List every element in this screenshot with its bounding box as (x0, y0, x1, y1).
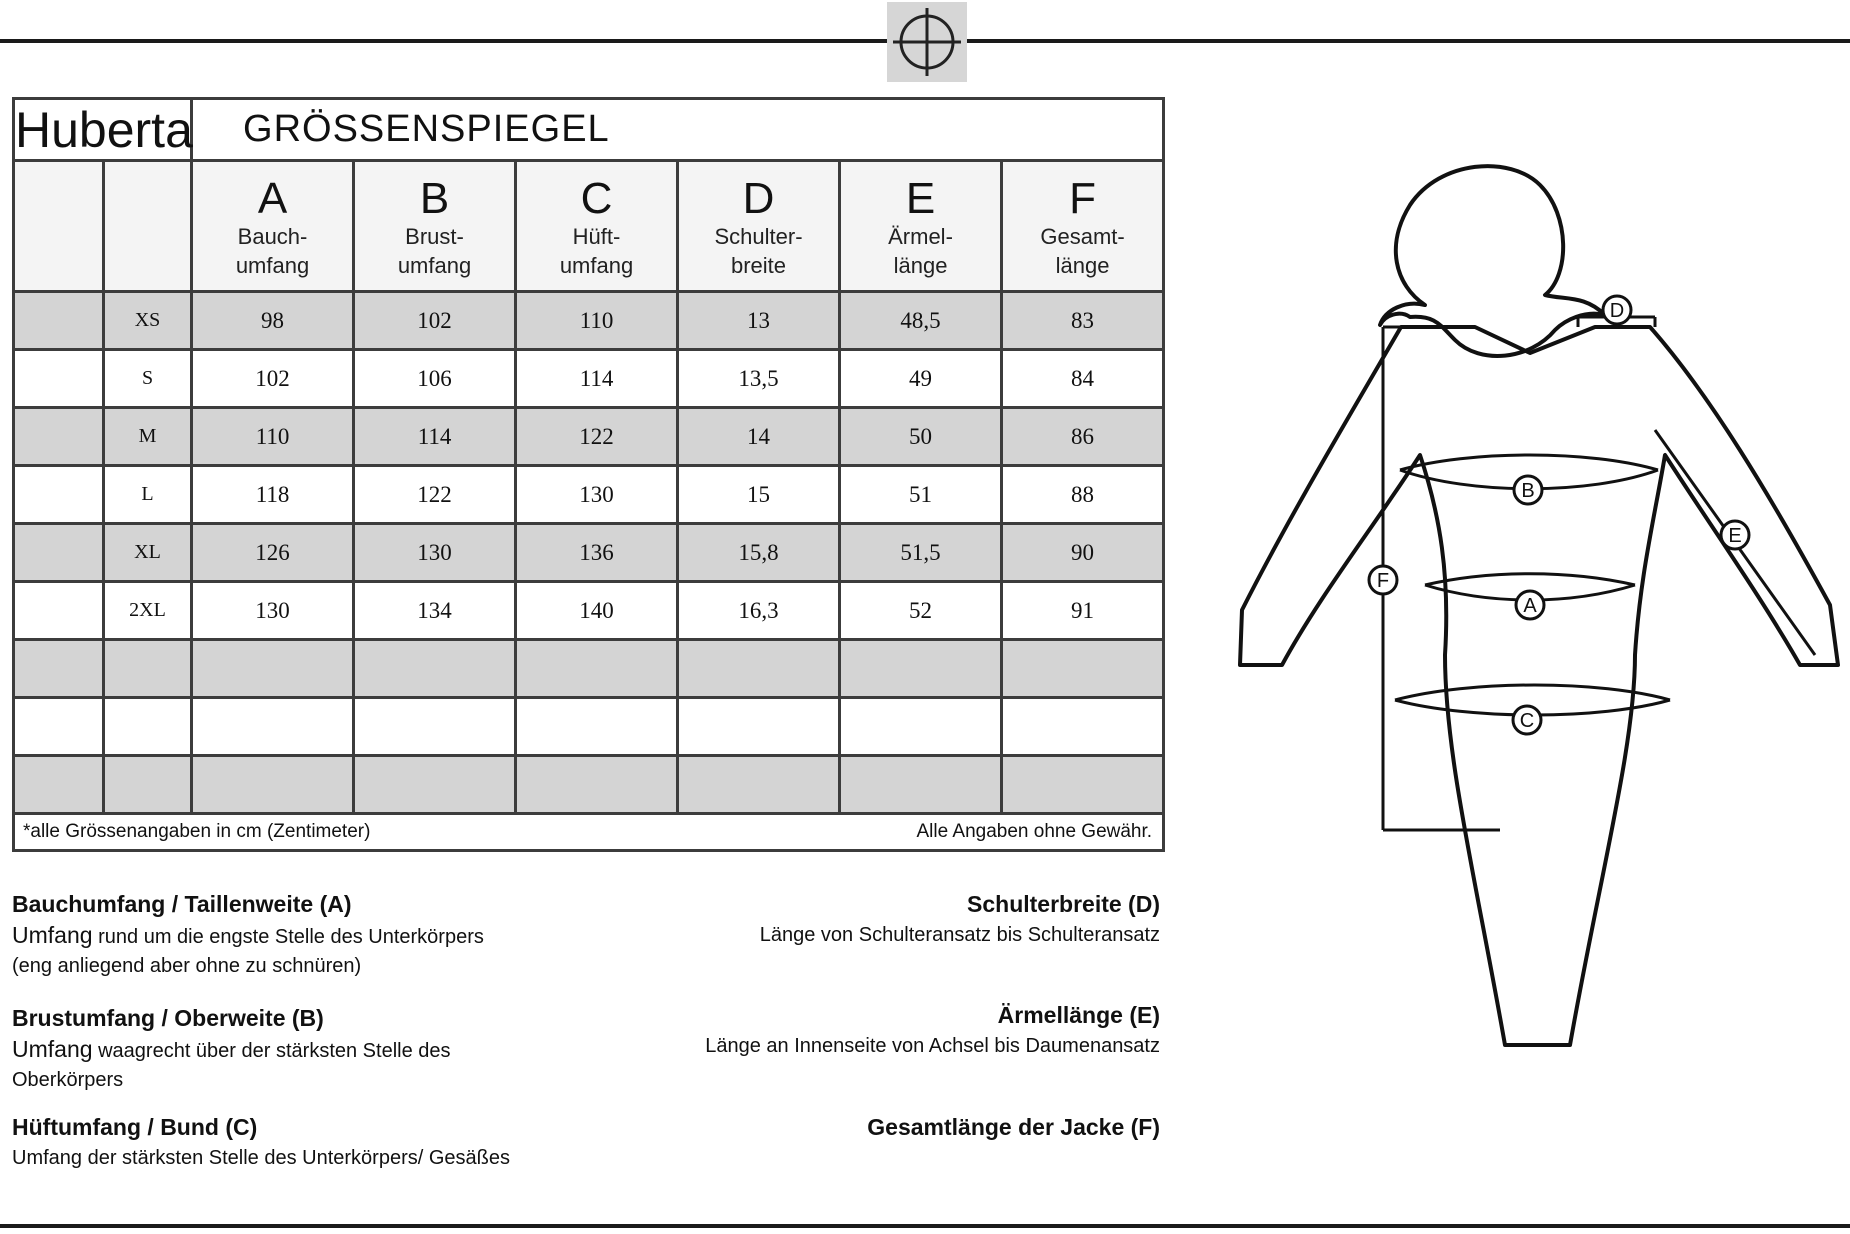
table-cell: 102 (192, 350, 354, 408)
table-row (14, 524, 1164, 582)
size-label: L (104, 466, 192, 524)
table-cell: 49 (840, 350, 1002, 408)
brand-name: Huberta (14, 99, 192, 161)
table-cell: 48,5 (840, 292, 1002, 350)
table-cell: 91 (1002, 582, 1164, 640)
table-cell: 118 (192, 466, 354, 524)
table-cell: 52 (840, 582, 1002, 640)
column-header-d: D Schulter- breite (678, 161, 840, 292)
marker-b (1514, 476, 1542, 504)
table-cell: 110 (192, 408, 354, 466)
table-cell: 106 (354, 350, 516, 408)
header-empty (104, 161, 192, 292)
table-cell: 13 (678, 292, 840, 350)
empty-row (14, 698, 1164, 756)
table-cell: 50 (840, 408, 1002, 466)
table-cell: 15,8 (678, 524, 840, 582)
table-cell: 98 (192, 292, 354, 350)
bottom-rule (0, 1224, 1850, 1228)
marker-c (1513, 706, 1541, 734)
size-label: XL (104, 524, 192, 582)
size-table (12, 97, 1165, 852)
table-cell: 14 (678, 408, 840, 466)
table-cell: 134 (354, 582, 516, 640)
table-footer (14, 814, 1164, 851)
table-cell: 114 (516, 350, 678, 408)
definition-f: Gesamtlänge der Jacke (F) (867, 1114, 1160, 1140)
table-cell: 136 (516, 524, 678, 582)
marker-a (1516, 591, 1544, 619)
svg-text:E: E (1728, 525, 1742, 547)
table-cell: 110 (516, 292, 678, 350)
column-header-c: C Hüft- umfang (516, 161, 678, 292)
size-label: XS (104, 292, 192, 350)
marker-e (1721, 521, 1749, 549)
body-figure (1210, 95, 1850, 1175)
table-cell: 51 (840, 466, 1002, 524)
marker-d (1603, 296, 1631, 324)
column-header-row (14, 161, 1164, 292)
table-row (14, 466, 1164, 524)
definition-e: Ärmellänge (E) Länge an Innenseite von Achsel bis Daumenansatz (705, 1002, 1160, 1057)
empty-row (14, 640, 1164, 698)
table-cell: 114 (354, 408, 516, 466)
table-cell: 140 (516, 582, 678, 640)
disclaimer: Alle Angaben ohne Gewähr. (916, 821, 1153, 842)
footer-note: *alle Grössenangaben in cm (Zentimeter) (23, 821, 371, 842)
table-cell: 83 (1002, 292, 1164, 350)
svg-text:B: B (1521, 480, 1535, 502)
table-row (14, 350, 1164, 408)
table-cell: 15 (678, 466, 840, 524)
svg-text:C: C (1519, 710, 1535, 732)
table-cell: 102 (354, 292, 516, 350)
table-cell: 86 (1002, 408, 1164, 466)
svg-text:A: A (1523, 595, 1537, 617)
column-header-e: E Ärmel- länge (840, 161, 1002, 292)
column-header-a: A Bauch- umfang (192, 161, 354, 292)
table-cell: 84 (1002, 350, 1164, 408)
size-label: S (104, 350, 192, 408)
svg-text:D: D (1609, 300, 1625, 322)
definition-b: Brustumfang / Oberweite (B) Umfang waagrecht über der stärksten Stelle des Oberkörpers (12, 1005, 451, 1091)
table-row (14, 292, 1164, 350)
svg-text:F: F (1376, 570, 1390, 592)
table-cell: 13,5 (678, 350, 840, 408)
page-title: GRÖSSENSPIEGEL (192, 99, 1164, 161)
column-header-b: B Brust- umfang (354, 161, 516, 292)
table-cell: 122 (516, 408, 678, 466)
table-row (14, 408, 1164, 466)
table-cell: 90 (1002, 524, 1164, 582)
empty-row (14, 756, 1164, 814)
table-cell: 130 (192, 582, 354, 640)
table-cell: 122 (354, 466, 516, 524)
table-cell: 130 (516, 466, 678, 524)
table-cell: 51,5 (840, 524, 1002, 582)
column-header-f: F Gesamt- länge (1002, 161, 1164, 292)
size-label: M (104, 408, 192, 466)
definition-c: Hüftumfang / Bund (C) Umfang der stärksten Stelle des Unterkörpers/ Gesäßes (12, 1114, 510, 1169)
table-row (14, 582, 1164, 640)
definition-a: Bauchumfang / Taillenweite (A) Umfang rund um die engste Stelle des Unterkörpers (eng anliegend aber ohne zu schnüren) (12, 891, 484, 977)
table-cell: 88 (1002, 466, 1164, 524)
marker-f (1369, 566, 1397, 594)
crosshair-logo (887, 2, 967, 82)
table-cell: 130 (354, 524, 516, 582)
table-cell: 16,3 (678, 582, 840, 640)
size-label: 2XL (104, 582, 192, 640)
table-cell: 126 (192, 524, 354, 582)
definition-d: Schulterbreite (D) Länge von Schulteransatz bis Schulteransatz (759, 891, 1160, 946)
header-empty (14, 161, 104, 292)
